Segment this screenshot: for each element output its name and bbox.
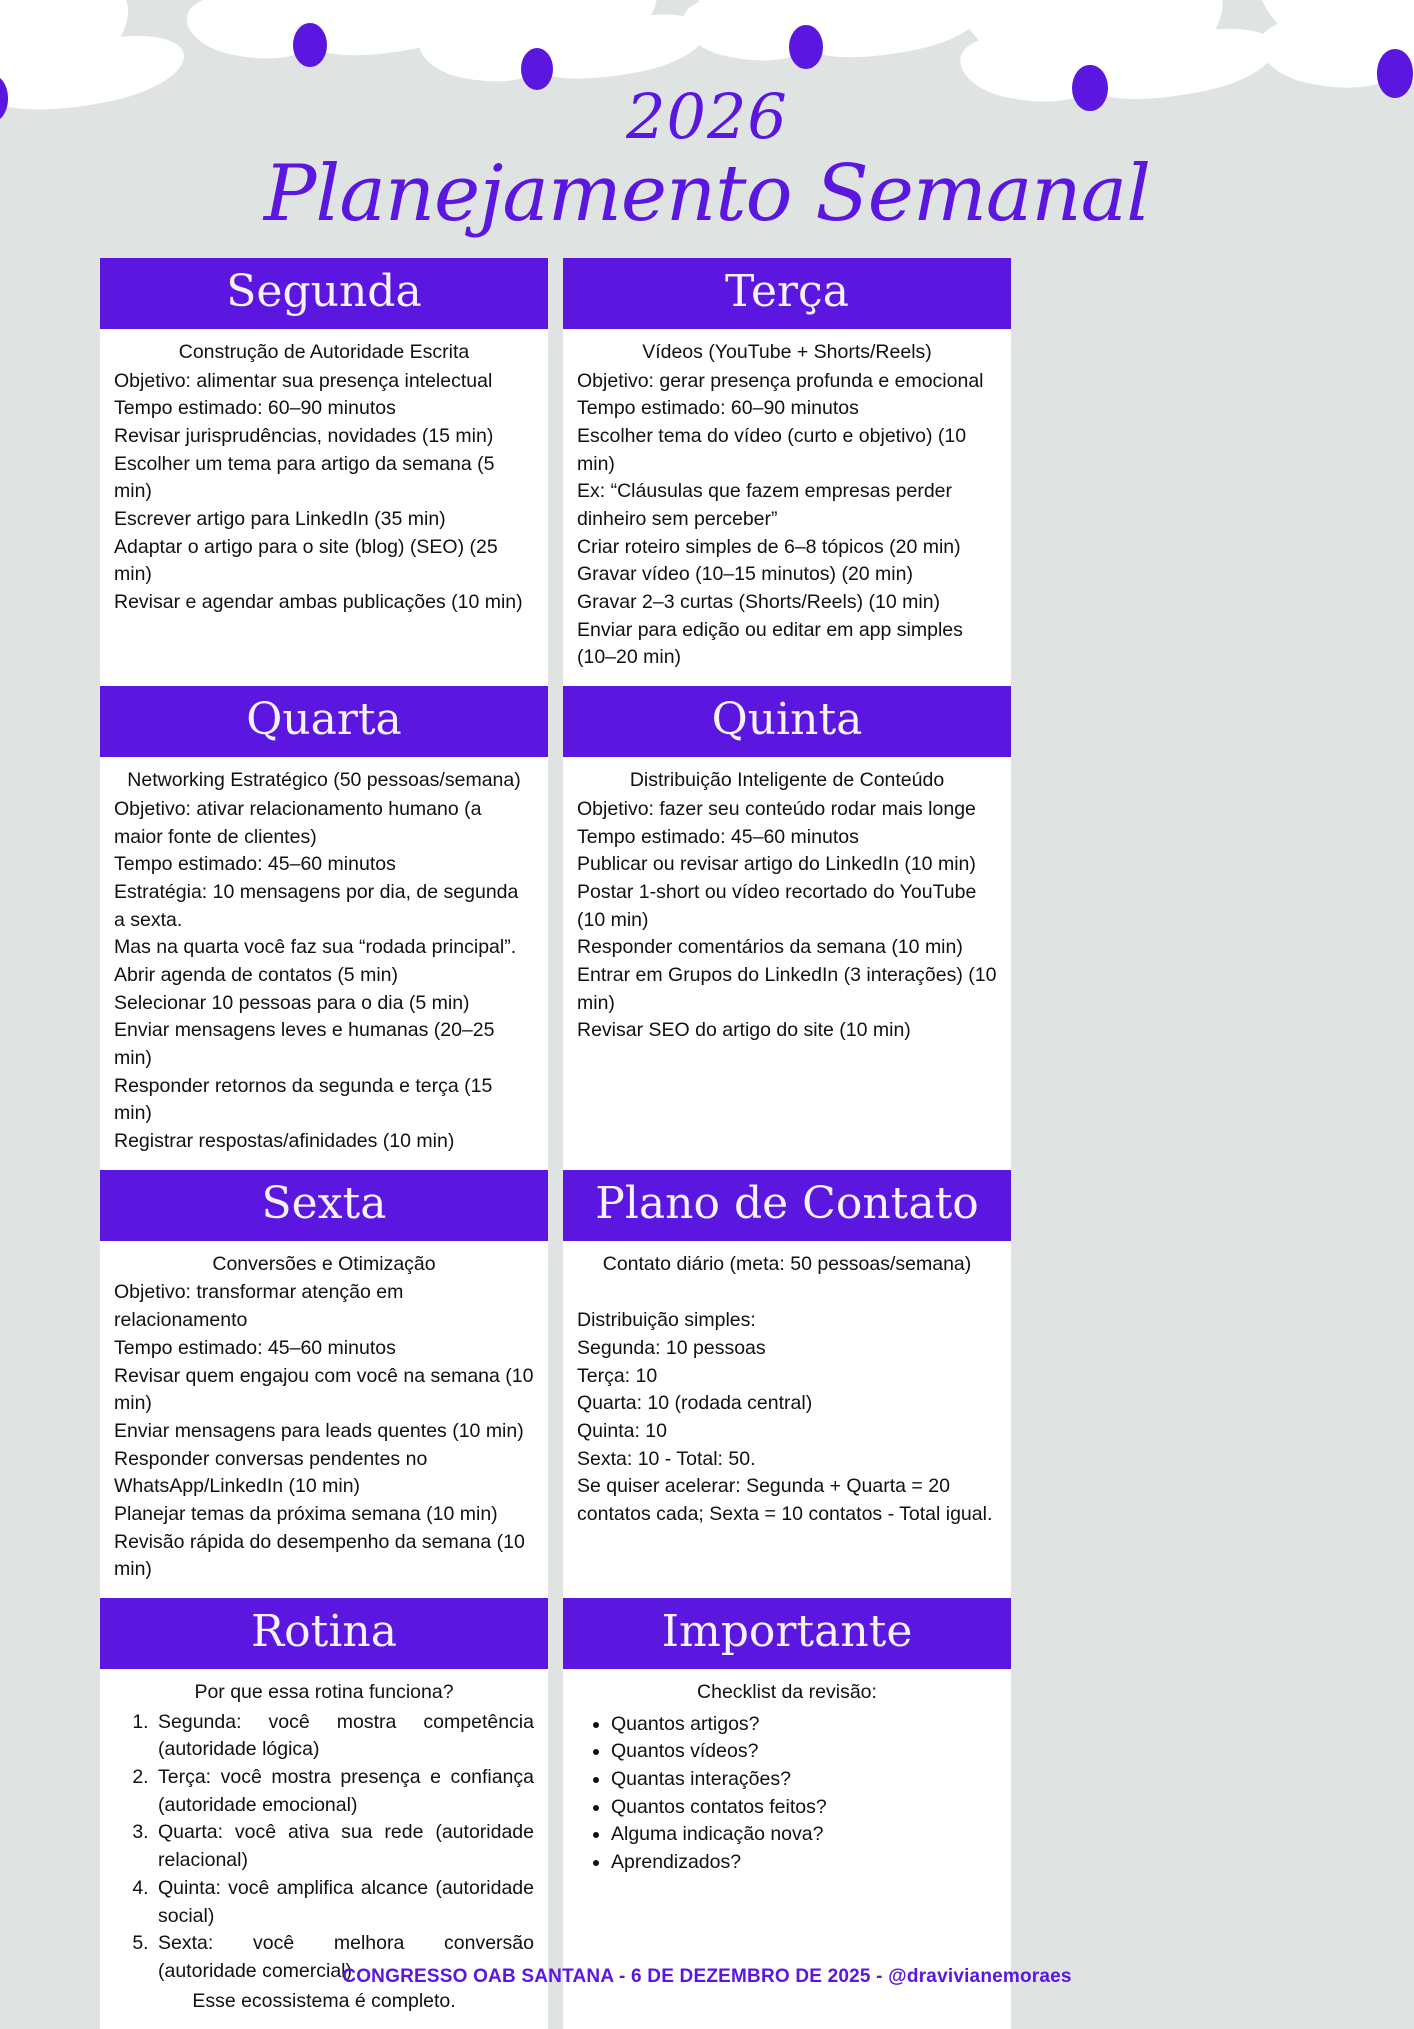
card-line: Objetivo: gerar presença profunda e emocional	[577, 368, 997, 396]
card-lines-plano-de-contato	[577, 1279, 997, 1528]
card-lead-quarta: Networking Estratégico (50 pessoas/semana)	[114, 767, 534, 795]
card-lead-quinta: Distribuição Inteligente de Conteúdo	[577, 767, 997, 795]
card-line: Gravar 2–3 curtas (Shorts/Reels) (10 min)	[577, 589, 997, 617]
card-line: Terça: 10	[577, 1363, 997, 1391]
planner-board	[0, 236, 1414, 2029]
card-line: Adaptar o artigo para o site (blog) (SEO) (25 min)	[114, 534, 534, 589]
card-line: Sexta: 10 - Total: 50.	[577, 1446, 997, 1474]
card-line: Tempo estimado: 45–60 minutos	[114, 851, 534, 879]
year-label: 2026	[0, 86, 1414, 148]
card-lines-quinta	[577, 796, 997, 1045]
planner-row-2	[100, 686, 1314, 1170]
page-header	[0, 0, 1414, 236]
card-lead-rotina: Por que essa rotina funciona?	[114, 1679, 534, 1707]
card-line: Responder retornos da segunda e terça (15 min)	[114, 1073, 534, 1128]
list-item: 5. Sexta: você melhora conversão (autoridade comercial)	[154, 1930, 534, 1985]
card-lead-terca: Vídeos (YouTube + Shorts/Reels)	[577, 339, 997, 367]
card-quinta	[563, 686, 1011, 1170]
importante-checklist	[577, 1711, 997, 1877]
card-line: Revisão rápida do desempenho da semana (10 min)	[114, 1529, 534, 1584]
card-quarta	[100, 686, 548, 1170]
card-line: Tempo estimado: 60–90 minutos	[114, 395, 534, 423]
card-line: Revisar quem engajou com você na semana (10 min)	[114, 1363, 534, 1418]
card-lines-quarta	[114, 796, 534, 1156]
card-title-segunda: Segunda	[100, 258, 548, 329]
card-line: Objetivo: fazer seu conteúdo rodar mais longe	[577, 796, 997, 824]
card-line: Objetivo: transformar atenção em relacionamento	[114, 1279, 534, 1334]
card-line: Criar roteiro simples de 6–8 tópicos (20 min)	[577, 534, 997, 562]
card-title-importante: Importante	[563, 1598, 1011, 1669]
card-line: Postar 1-short ou vídeo recortado do YouTube (10 min)	[577, 879, 997, 934]
card-line: Enviar mensagens leves e humanas (20–25 min)	[114, 1017, 534, 1072]
rotina-ordered-list	[114, 1709, 534, 1986]
card-lead-segunda: Construção de Autoridade Escrita	[114, 339, 534, 367]
list-item: • Quantos contatos feitos?	[611, 1794, 997, 1822]
card-lead-importante: Checklist da revisão:	[577, 1679, 997, 1707]
list-item: • Quantos artigos?	[611, 1711, 997, 1739]
card-line: Planejar temas da próxima semana (10 min)	[114, 1501, 534, 1529]
card-line: Gravar vídeo (10–15 minutos) (20 min)	[577, 561, 997, 589]
card-title-quinta: Quinta	[563, 686, 1011, 757]
card-line	[577, 1279, 997, 1307]
card-line: Publicar ou revisar artigo do LinkedIn (10 min)	[577, 851, 997, 879]
card-line: Ex: “Cláusulas que fazem empresas perder dinheiro sem perceber”	[577, 478, 997, 533]
card-line: Enviar para edição ou editar em app simples (10–20 min)	[577, 617, 997, 672]
list-item: • Aprendizados?	[611, 1849, 997, 1877]
card-line: Tempo estimado: 45–60 minutos	[114, 1335, 534, 1363]
list-item: 2. Terça: você mostra presença e confiança (autoridade emocional)	[154, 1764, 534, 1819]
list-item: 4. Quinta: você amplifica alcance (autoridade social)	[154, 1875, 534, 1930]
card-lines-segunda	[114, 368, 534, 617]
card-line: Quinta: 10	[577, 1418, 997, 1446]
card-lines-terca	[577, 368, 997, 673]
list-item: • Alguma indicação nova?	[611, 1821, 997, 1849]
card-line: Revisar SEO do artigo do site (10 min)	[577, 1017, 997, 1045]
card-sexta	[100, 1170, 548, 1598]
card-body-sexta	[100, 1241, 548, 1598]
card-line: Responder comentários da semana (10 min)	[577, 934, 997, 962]
card-lead-sexta: Conversões e Otimização	[114, 1251, 534, 1279]
card-line: Distribuição simples:	[577, 1307, 997, 1335]
card-line: Mas na quarta você faz sua “rodada principal”.	[114, 934, 534, 962]
card-body-plano-de-contato	[563, 1241, 1011, 1598]
card-body-quinta	[563, 757, 1011, 1170]
card-title-sexta: Sexta	[100, 1170, 548, 1241]
card-line: Revisar e agendar ambas publicações (10 min)	[114, 589, 534, 617]
card-line: Revisar jurisprudências, novidades (15 min)	[114, 423, 534, 451]
planner-row-3	[100, 1170, 1314, 1598]
card-line: Se quiser acelerar: Segunda + Quarta = 20 contatos cada; Sexta = 10 contatos - Total igual.	[577, 1473, 997, 1528]
card-lines-sexta	[114, 1279, 534, 1584]
card-line: Objetivo: ativar relacionamento humano (a maior fonte de clientes)	[114, 796, 534, 851]
planner-row-1	[100, 258, 1314, 686]
card-terca	[563, 258, 1011, 686]
card-title-plano-de-contato: Plano de Contato	[563, 1170, 1011, 1241]
card-line: Enviar mensagens para leads quentes (10 min)	[114, 1418, 534, 1446]
card-line: Registrar respostas/afinidades (10 min)	[114, 1128, 534, 1156]
card-line: Escolher um tema para artigo da semana (5 min)	[114, 451, 534, 506]
rotina-closing-text: Esse ecossistema é completo.	[114, 1988, 534, 2016]
card-line: Responder conversas pendentes no WhatsApp/LinkedIn (10 min)	[114, 1446, 534, 1501]
card-body-terca	[563, 329, 1011, 686]
card-line: Tempo estimado: 60–90 minutos	[577, 395, 997, 423]
list-item: 1. Segunda: você mostra competência (autoridade lógica)	[154, 1709, 534, 1764]
card-title-quarta: Quarta	[100, 686, 548, 757]
list-item: • Quantos vídeos?	[611, 1738, 997, 1766]
card-line: Objetivo: alimentar sua presença intelectual	[114, 368, 534, 396]
list-item: • Quantas interações?	[611, 1766, 997, 1794]
card-lead-plano-de-contato: Contato diário (meta: 50 pessoas/semana)	[577, 1251, 997, 1279]
card-line: Tempo estimado: 45–60 minutos	[577, 824, 997, 852]
card-body-quarta	[100, 757, 548, 1170]
list-item: 3. Quarta: você ativa sua rede (autoridade relacional)	[154, 1819, 534, 1874]
card-body-segunda	[100, 329, 548, 686]
page-footer: CONGRESSO OAB SANTANA - 6 DE DEZEMBRO DE 2025 - @dravivianemoraes	[0, 1957, 1414, 2000]
card-line: Segunda: 10 pessoas	[577, 1335, 997, 1363]
card-line: Escolher tema do vídeo (curto e objetivo) (10 min)	[577, 423, 997, 478]
card-line: Quarta: 10 (rodada central)	[577, 1390, 997, 1418]
card-plano-de-contato	[563, 1170, 1011, 1598]
card-line: Abrir agenda de contatos (5 min)	[114, 962, 534, 990]
card-line: Estratégia: 10 mensagens por dia, de segunda a sexta.	[114, 879, 534, 934]
card-line: Escrever artigo para LinkedIn (35 min)	[114, 506, 534, 534]
page-title: Planejamento Semanal	[0, 154, 1414, 236]
card-line: Entrar em Grupos do LinkedIn (3 interações) (10 min)	[577, 962, 997, 1017]
card-title-terca: Terça	[563, 258, 1011, 329]
card-segunda	[100, 258, 548, 686]
card-title-rotina: Rotina	[100, 1598, 548, 1669]
card-line: Selecionar 10 pessoas para o dia (5 min)	[114, 990, 534, 1018]
